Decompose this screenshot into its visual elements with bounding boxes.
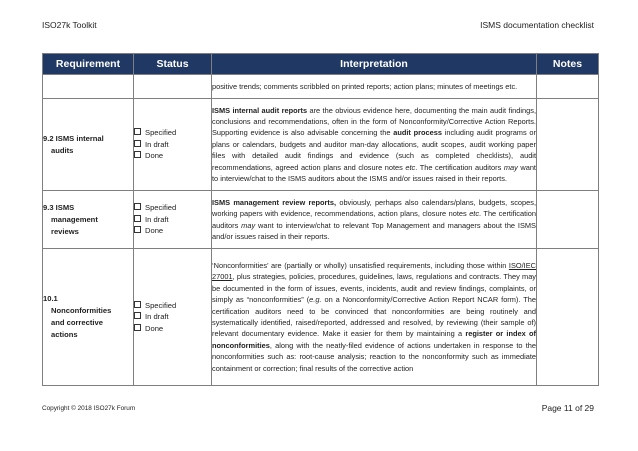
iso-27001-link[interactable]: ISO/IEC 27001 xyxy=(212,260,536,282)
requirement-label-cont: actions xyxy=(51,330,78,339)
status-option-specified[interactable]: Specified xyxy=(134,127,211,139)
status-cell xyxy=(134,99,212,191)
status-option-specified[interactable]: Specified xyxy=(134,300,211,312)
interpretation-cell xyxy=(212,191,537,249)
requirement-cell xyxy=(43,191,134,249)
requirement-label-cont: management xyxy=(51,214,98,224)
checkbox-icon[interactable] xyxy=(134,140,141,147)
checkbox-icon[interactable] xyxy=(134,301,141,308)
interpretation-cell xyxy=(212,99,537,191)
requirement-label-cont: reviews xyxy=(51,226,79,236)
table-row xyxy=(43,249,599,386)
notes-cell[interactable] xyxy=(537,75,599,99)
footer-copyright: Copyright © 2018 ISO27k Forum xyxy=(42,405,136,412)
column-header-requirement: Requirement xyxy=(43,54,134,75)
table-row-continuation xyxy=(43,75,599,99)
checkbox-icon[interactable] xyxy=(134,151,141,158)
requirement-cell xyxy=(43,75,134,99)
checkbox-icon[interactable] xyxy=(134,324,141,331)
status-cell xyxy=(134,191,212,249)
requirement-label-cont: audits xyxy=(51,145,74,155)
interpretation-text: ISMS internal audit reports are the obvious evidence here, documenting the main audit findings, conclusions and recommendations, often in the form of Nonconformity/Corrective Action Reports. Supporting evidence is also advisable concerning the audit process including audit programs or plans or calendars, budgets and auditor man-day allocations, audit scopes, audit working paper files with detailed audit findings and evidence (such as completed checklists), audit recommendations, agreed action plans and closure notes etc. The certification auditors may want to interview/chat to the ISMS auditors about the ISMS and/or issues raised in their reports. xyxy=(212,105,536,184)
interpretation-text: ‘Nonconformities’ are (partially or wholly) unsatisfied requirements, including those within ISO/IEC 27001, plus strategies, policies, procedures, guidelines, laws, regulations and contracts. They may be documented in the form of issues, events, incidents, audit and review findings, complaints, or simply as “nonconformities” (e.g. on a Nonconformity/Corrective Action Report NCAR form). The certification auditors need to be convinced that nonconformities are being routinely and systematically identified, raised/reported, addressed and resolved, by reviewing (their sample of) relevant documentary evidence. Make it easier for them by maintaining a register or index of nonconformities, along with the neatly-filed evidence of actions undertaken in response to the nonconformities such as: root-cause analysis; reaction to the nonconformity such as immediate containment or correction; final results of the corrective action xyxy=(212,260,536,373)
interpretation-cell xyxy=(212,75,537,99)
status-option-done[interactable]: Done xyxy=(134,225,211,237)
status-option-specified[interactable]: Specified xyxy=(134,202,211,214)
table-row xyxy=(43,99,599,191)
requirement-cell xyxy=(43,249,134,386)
column-header-status: Status xyxy=(134,54,212,75)
status-option-in-draft[interactable]: In draft xyxy=(134,214,211,226)
status-cell xyxy=(134,75,212,99)
table-header-row xyxy=(43,54,599,75)
status-cell xyxy=(134,249,212,386)
status-option-done[interactable]: Done xyxy=(134,323,211,335)
notes-cell[interactable] xyxy=(537,249,599,386)
requirement-label: 9.3 ISMS xyxy=(43,202,75,212)
requirement-cell xyxy=(43,99,134,191)
notes-cell[interactable] xyxy=(537,99,599,191)
checklist-table xyxy=(42,53,599,386)
requirement-label-cont: Nonconformities xyxy=(51,306,112,315)
checkbox-icon[interactable] xyxy=(134,312,141,319)
checkbox-icon[interactable] xyxy=(134,128,141,135)
interpretation-text: ISMS management review reports, obviously, perhaps also calendars/plans, budgets, scopes, working papers with evidence, recommendations, action plans, closure notes etc. The certification auditors may want to interview/chat to relevant Top Management and managers about the ISMS and/or issues raised in their reports. xyxy=(212,197,537,241)
notes-cell[interactable] xyxy=(537,191,599,249)
requirement-label: 9.2 ISMS internal xyxy=(43,133,104,143)
table-row xyxy=(43,191,599,249)
column-header-notes: Notes xyxy=(537,54,599,75)
checkbox-icon[interactable] xyxy=(134,203,141,210)
header-document-title: ISMS documentation checklist xyxy=(480,20,594,30)
interpretation-text: positive trends; comments scribbled on printed reports; action plans; minutes of meetings etc. xyxy=(212,81,518,91)
requirement-label: 10.1 xyxy=(43,294,58,303)
header-toolkit-title: ISO27k Toolkit xyxy=(42,20,97,30)
status-option-done[interactable]: Done xyxy=(134,150,211,162)
status-option-in-draft[interactable]: In draft xyxy=(134,311,211,323)
column-header-interpretation: Interpretation xyxy=(212,54,537,75)
checkbox-icon[interactable] xyxy=(134,215,141,222)
checkbox-icon[interactable] xyxy=(134,226,141,233)
interpretation-cell xyxy=(212,249,537,386)
footer-page-number: Page 11 of 29 xyxy=(541,403,594,413)
status-option-in-draft[interactable]: In draft xyxy=(134,139,211,151)
requirement-label-cont: and corrective xyxy=(51,318,103,327)
